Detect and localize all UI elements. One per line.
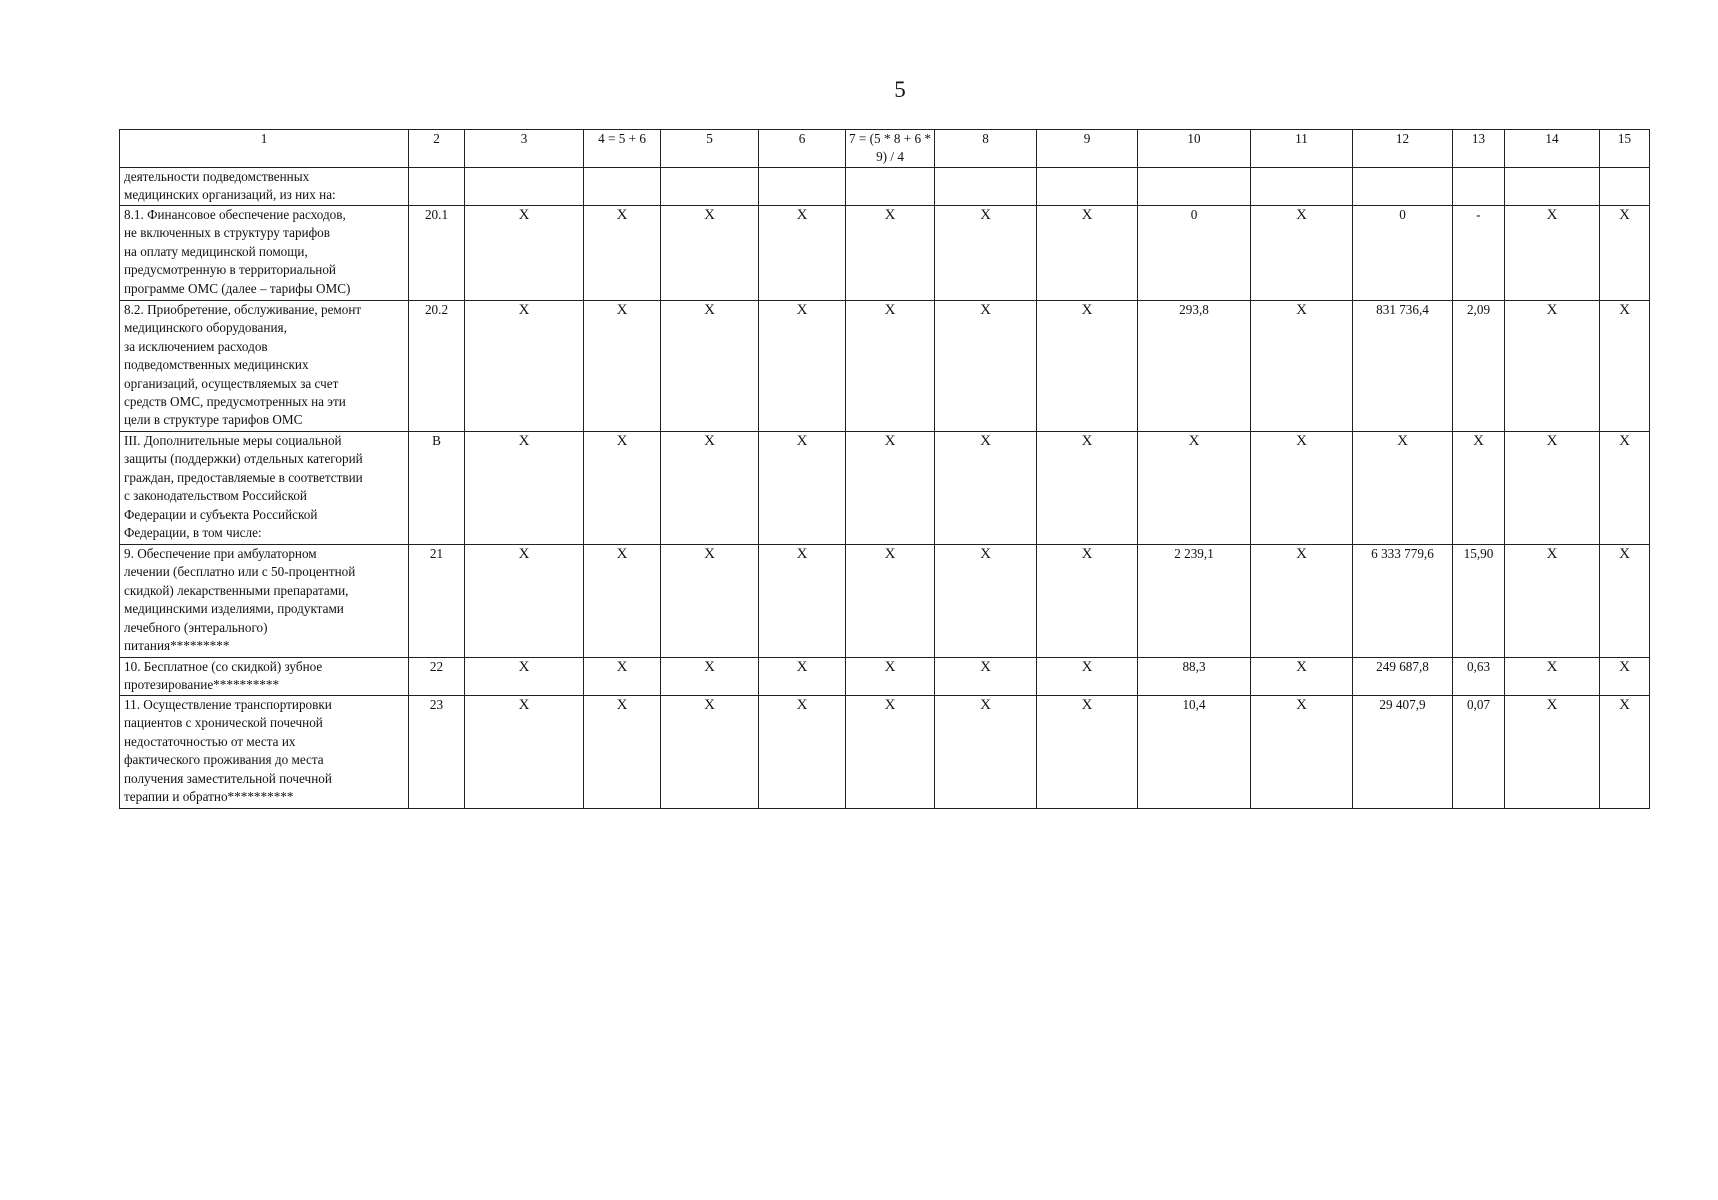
col-header-1: 1 bbox=[120, 130, 409, 168]
table-cell: Х bbox=[465, 432, 584, 545]
table-cell: Х bbox=[661, 432, 759, 545]
row-code: 23 bbox=[409, 696, 465, 809]
row-code: 20.1 bbox=[409, 206, 465, 301]
table-cell: Х bbox=[759, 301, 846, 432]
row-code: 21 bbox=[409, 545, 465, 658]
table-cell: Х bbox=[1251, 432, 1353, 545]
table-cell bbox=[1600, 168, 1650, 206]
table-cell: Х bbox=[1600, 301, 1650, 432]
table-cell: Х bbox=[661, 206, 759, 301]
table-cell: Х bbox=[846, 658, 935, 696]
table-cell bbox=[1251, 168, 1353, 206]
table-cell bbox=[661, 168, 759, 206]
table-cell: Х bbox=[1600, 432, 1650, 545]
table-cell bbox=[1505, 168, 1600, 206]
table-cell bbox=[846, 168, 935, 206]
table-cell: Х bbox=[465, 658, 584, 696]
table-cell: Х bbox=[1037, 696, 1138, 809]
row-description: деятельности подведомственных медицинских организаций, из них на: bbox=[120, 168, 409, 206]
table-row bbox=[120, 658, 1650, 696]
row-description: 10. Бесплатное (со скидкой) зубное протезирование********** bbox=[120, 658, 409, 696]
col-header-6: 6 bbox=[759, 130, 846, 168]
table-cell: 293,8 bbox=[1138, 301, 1251, 432]
expenditure-table bbox=[119, 129, 1650, 809]
table-cell: 2,09 bbox=[1453, 301, 1505, 432]
table-cell: 831 736,4 bbox=[1353, 301, 1453, 432]
table-cell: 0 bbox=[1353, 206, 1453, 301]
table-cell: Х bbox=[1505, 206, 1600, 301]
col-header-13: 13 bbox=[1453, 130, 1505, 168]
table-cell: Х bbox=[759, 432, 846, 545]
table-cell: Х bbox=[661, 658, 759, 696]
table-cell: Х bbox=[1251, 696, 1353, 809]
table-cell: Х bbox=[1505, 545, 1600, 658]
header-row bbox=[120, 130, 1650, 168]
table-cell: 0 bbox=[1138, 206, 1251, 301]
col-header-2: 2 bbox=[409, 130, 465, 168]
table-cell: Х bbox=[584, 658, 661, 696]
table-cell: Х bbox=[1251, 545, 1353, 658]
col-header-15: 15 bbox=[1600, 130, 1650, 168]
table-cell: Х bbox=[935, 658, 1037, 696]
table-row bbox=[120, 432, 1650, 545]
table-cell: 29 407,9 bbox=[1353, 696, 1453, 809]
table-cell: Х bbox=[1251, 658, 1353, 696]
col-header-11: 11 bbox=[1251, 130, 1353, 168]
row-description: 8.2. Приобретение, обслуживание, ремонт медицинского оборудования, за исключением расходов подведомственных медицинских организаций, осуществляемых за счет средств ОМС, предусмотренных на эти цели в структуре тарифов ОМС bbox=[120, 301, 409, 432]
row-description: 11. Осуществление транспортировки пациентов с хронической почечной недостаточностью от места их фактического проживания до места получения заместительной почечной терапии и обратно********** bbox=[120, 696, 409, 809]
table-cell: Х bbox=[465, 696, 584, 809]
table-cell: Х bbox=[465, 301, 584, 432]
table-row bbox=[120, 301, 1650, 432]
row-description: 9. Обеспечение при амбулаторном лечении (бесплатно или с 50-процентной скидкой) лекарственными препаратами, медицинскими изделиями, продуктами лечебного (энтерального) питания********* bbox=[120, 545, 409, 658]
table-cell: Х bbox=[935, 545, 1037, 658]
page-number: 5 bbox=[894, 77, 906, 102]
table-cell: 249 687,8 bbox=[1353, 658, 1453, 696]
table-row bbox=[120, 696, 1650, 809]
table-cell: Х bbox=[846, 206, 935, 301]
row-code: 22 bbox=[409, 658, 465, 696]
table-cell: Х bbox=[1037, 545, 1138, 658]
table-cell: Х bbox=[1353, 432, 1453, 545]
table-cell bbox=[465, 168, 584, 206]
row-description: III. Дополнительные меры социальной защиты (поддержки) отдельных категорий граждан, предоставляемые в соответствии с законодательством Российской Федерации и субъекта Российской Федерации, в том числе: bbox=[120, 432, 409, 545]
table-cell: 88,3 bbox=[1138, 658, 1251, 696]
table-cell: Х bbox=[1037, 658, 1138, 696]
table-cell: Х bbox=[1037, 206, 1138, 301]
table-cell: 0,07 bbox=[1453, 696, 1505, 809]
table-cell: Х bbox=[584, 545, 661, 658]
table-cell bbox=[584, 168, 661, 206]
table-cell: 6 333 779,6 bbox=[1353, 545, 1453, 658]
table-cell: 0,63 bbox=[1453, 658, 1505, 696]
table-cell: Х bbox=[759, 696, 846, 809]
table-cell: Х bbox=[1505, 696, 1600, 809]
col-header-7: 7 = (5 * 8 + 6 * 9) / 4 bbox=[846, 130, 935, 168]
table-cell: Х bbox=[846, 432, 935, 545]
table-cell: Х bbox=[759, 658, 846, 696]
col-header-3: 3 bbox=[465, 130, 584, 168]
table-cell: Х bbox=[1505, 301, 1600, 432]
table-cell: Х bbox=[1600, 696, 1650, 809]
row-code: 20.2 bbox=[409, 301, 465, 432]
table-cell: Х bbox=[1600, 545, 1650, 658]
table-row bbox=[120, 545, 1650, 658]
table-cell: Х bbox=[759, 206, 846, 301]
table-row bbox=[120, 206, 1650, 301]
table-cell: 15,90 bbox=[1453, 545, 1505, 658]
table-cell: Х bbox=[846, 696, 935, 809]
table-cell: Х bbox=[661, 301, 759, 432]
col-header-10: 10 bbox=[1138, 130, 1251, 168]
table-cell: Х bbox=[1138, 432, 1251, 545]
table-row-continuation bbox=[120, 168, 1650, 206]
table-cell: Х bbox=[584, 206, 661, 301]
table-cell: Х bbox=[1037, 432, 1138, 545]
col-header-8: 8 bbox=[935, 130, 1037, 168]
table-cell: Х bbox=[584, 432, 661, 545]
table-cell bbox=[935, 168, 1037, 206]
table-cell: Х bbox=[935, 301, 1037, 432]
table-cell: Х bbox=[1600, 206, 1650, 301]
table-cell: Х bbox=[661, 696, 759, 809]
table-cell: Х bbox=[1251, 206, 1353, 301]
table-cell bbox=[409, 168, 465, 206]
col-header-9: 9 bbox=[1037, 130, 1138, 168]
table-cell: - bbox=[1453, 206, 1505, 301]
table-cell: Х bbox=[759, 545, 846, 658]
table-cell: Х bbox=[584, 301, 661, 432]
table-cell: 2 239,1 bbox=[1138, 545, 1251, 658]
table-cell: Х bbox=[1251, 301, 1353, 432]
col-header-12: 12 bbox=[1353, 130, 1453, 168]
table-cell: Х bbox=[846, 301, 935, 432]
table-cell: Х bbox=[935, 432, 1037, 545]
table-cell: Х bbox=[846, 545, 935, 658]
table-cell: Х bbox=[1037, 301, 1138, 432]
col-header-5: 5 bbox=[661, 130, 759, 168]
table-cell: Х bbox=[1505, 432, 1600, 545]
row-code: В bbox=[409, 432, 465, 545]
col-header-14: 14 bbox=[1505, 130, 1600, 168]
table-cell: Х bbox=[935, 696, 1037, 809]
table-cell: Х bbox=[584, 696, 661, 809]
table-cell bbox=[1453, 168, 1505, 206]
table-cell bbox=[1138, 168, 1251, 206]
table-cell bbox=[759, 168, 846, 206]
table-cell: Х bbox=[1453, 432, 1505, 545]
table-cell: Х bbox=[935, 206, 1037, 301]
table-cell bbox=[1353, 168, 1453, 206]
table-cell: 10,4 bbox=[1138, 696, 1251, 809]
col-header-4: 4 = 5 + 6 bbox=[584, 130, 661, 168]
table-cell: Х bbox=[465, 206, 584, 301]
table-cell bbox=[1037, 168, 1138, 206]
table-cell: Х bbox=[465, 545, 584, 658]
row-description: 8.1. Финансовое обеспечение расходов, не включенных в структуру тарифов на оплату медицинской помощи, предусмотренную в территориальной программе ОМС (далее – тарифы ОМС) bbox=[120, 206, 409, 301]
table-cell: Х bbox=[1505, 658, 1600, 696]
table-cell: Х bbox=[1600, 658, 1650, 696]
table-cell: Х bbox=[661, 545, 759, 658]
